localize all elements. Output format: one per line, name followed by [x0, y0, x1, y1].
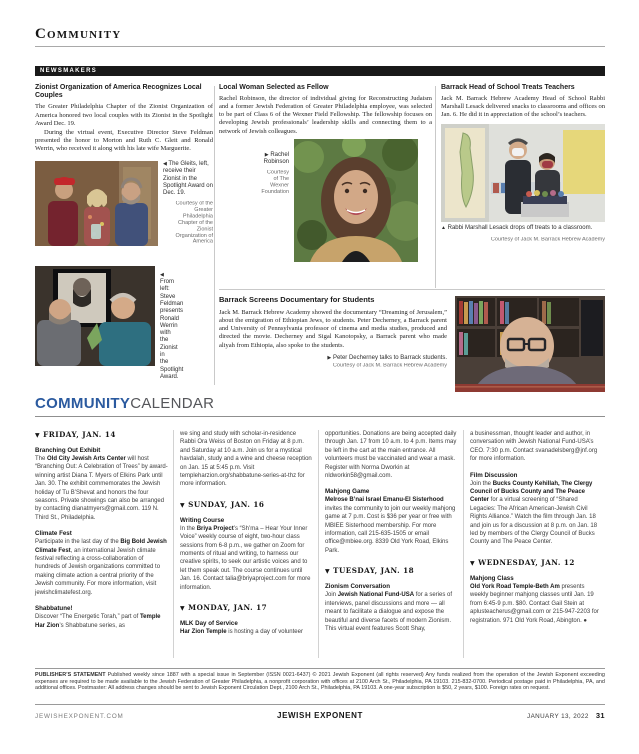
decherney-talk-photo: [455, 296, 605, 392]
calendar-event-body: The Old City Jewish Arts Center will host “Branching Out: A Celebration of Trees” by award-winning artist Diana T. Myers of Elkins Park until Jan. 30. The exhibit commemorates the Jewish holiday of Tu B’Shevat and honors the four seasons. Private showings can also be arranged by contacting dianatmyers@gmail.com. 119 N. Third St., Philadelphia.: [35, 456, 168, 521]
calendar-day-header: ▼ FRIDAY, JAN. 14: [35, 430, 116, 439]
article-documentary: [219, 296, 605, 392]
down-triangle-icon: ▼: [325, 568, 331, 576]
left-arrow-icon: ◀: [160, 271, 164, 278]
calendar-event-body: In the Briya Project’s “Sh’ma – Hear Your Inner Voice” weekly course of eight, two-hour class sessions from 6-8 p.m., we gather on Zoom for moments of ritual and writing, to harness our creative spirits, to seek our artistic voices and to let them speak out. The course continues until Jan. 16. Contact talia@briyaproject.com for more information.: [180, 525, 311, 591]
article-headline: Local Woman Selected as Fellow: [219, 84, 329, 91]
footer: [35, 711, 605, 720]
calendar-column-divider: [173, 430, 174, 658]
calendar-event-title: Zionism Conversation: [325, 583, 390, 591]
down-triangle-icon: ▼: [180, 605, 186, 613]
calendar-event-body: Join Jewish National Fund-USA for a series of interviews, panel discussions and more — all meant to facilitate a dialogue and expose the beautiful and diverse facets of modern Zionism. This virtual event features Scott Shay,: [325, 592, 453, 632]
calendar-title-calendar: CALENDAR: [130, 395, 215, 412]
photo-credit: Courtesy of Jack M. Barrack Hebrew Academy: [490, 236, 605, 243]
calendar-column-2: [180, 428, 313, 637]
photo-caption: ▶ Rachel Robinson: [263, 151, 290, 165]
newsmakers-section-bar: [35, 66, 605, 76]
calendar-title: [35, 395, 214, 412]
calendar-title-community: COMMUNITY: [35, 395, 131, 412]
calendar-column-divider: [463, 430, 464, 658]
photo-credit: Courtesy of The Wexner Foundation: [261, 170, 290, 195]
article-body: Jack M. Barrack Hebrew Academy showed the documentary “Dreaming of Jerusalem,” about the emigration of Ethiopian Jews, to students. Peter Decherney, a Barrack parent and University of Pennsylvania professor of cinema and media studies, produced and directed the movie. Decherney and Sigal Kanotopsky, a Barrack parent who made aliyah from Ethiopia, also spoke to the students.: [219, 309, 447, 349]
calendar-event-title: Shabbatune!: [35, 605, 73, 613]
newsmakers-label: NEWSMAKERS: [40, 68, 98, 74]
article-body: Rachel Robinson, the director of individual giving for Reconstructing Judaism and a former Jewish Federation of Greater Philadelphia employee, was selected to be part of Class 6 of the Wexner Field Fellowship. The fellowship focuses on developing Jewish professionals’ leadership skills and connecting them to a network of Jewish colleagues.: [219, 95, 432, 135]
photo-caption: ◀ The Gleits, left, receive their Zionist in the Spotlight Award on Dec. 19.: [163, 160, 213, 197]
calendar-event-title: Branching Out Exhibit: [35, 447, 101, 454]
article-school-treats: [441, 84, 605, 244]
article-wexner-fellow: [219, 84, 432, 278]
left-arrow-icon: ◀: [163, 160, 167, 167]
publisher-divider: [35, 668, 605, 669]
calendar-event-title: MLK Day of Service: [180, 620, 238, 628]
calendar-event-body: Discover “The Energetic Torah,” part of Temple Har Zion’s Shabbatune series, as: [35, 614, 161, 629]
calendar-column-4: [470, 428, 603, 625]
calendar-event-title: Climate Fest: [35, 530, 72, 538]
calendar-day-header: ▼ SUNDAY, JAN. 16: [180, 499, 265, 509]
page-title: Community: [35, 26, 122, 42]
classroom-treats-photo: [441, 124, 605, 222]
footer-page-number: 31: [595, 711, 605, 720]
article-body: Jack M. Barrack Hebrew Academy Head of School Rabbi Marshall Lesack delivered snacks to classrooms and offices on Jan. 6. He did it in appreciation of the school’s teachers.: [441, 95, 605, 119]
footer-paper-name: JEWISH EXPONENT: [277, 711, 363, 720]
article-zionist-award: [35, 84, 213, 397]
article-headline: Barrack Head of School Treats Teachers: [441, 84, 575, 91]
calendar-column-divider: [318, 430, 319, 658]
photo-caption: ◀ From left: Steve Feldman presents Ronald Werrin with the Zionist in the Spotlight Award.: [160, 271, 184, 380]
photo-caption: ▲ Rabbi Marshall Lesack drops off treats to a classroom.: [441, 225, 593, 232]
down-triangle-icon: ▼: [35, 432, 41, 439]
calendar-event-body: opportunities. Donations are being accepted daily through Jan. 17 from 10 a.m. to 4 p.m. Items may be left in the cart at the main entrance. All volunteers must be vaccinated and wear a mask. Register with Norma Dworkin at nldworkin58@gmail.com.: [325, 431, 457, 480]
calendar-day-header: ▼ WEDNESDAY, JAN. 12: [470, 557, 575, 567]
calendar-column-1: [35, 428, 168, 630]
calendar-event-body: Har Zion Temple is hosting a day of volunteer: [180, 629, 303, 636]
calendar-event-body: we sing and study with scholar-in-residence Rabbi Ora Weiss of Boston on Friday at 8 p.m. and Saturday at 10 a.m. Join us for a mystical havdalah, study and a wine and cheese reception on Jan. 15 at 5:45 p.m. Visit templeharzion.org/shabbatune-series-at-thz for more information.: [180, 431, 312, 488]
rachel-robinson-photo: [294, 139, 418, 262]
figure-rachel: [259, 139, 392, 262]
calendar-event-title: Film Discussion: [470, 471, 518, 479]
column-divider: [435, 86, 436, 288]
calendar-event-body: Melrose B’nai Israel Emanu-El Sisterhood invites the community to join our weekly mahjong game at 7 p.m. Cost is $36 per year or free with MBIEE Sisterhood membership. For more information, call 215-635-1505 or email office@mbiee.org. 8339 Old York Road, Elkins Park.: [325, 497, 456, 554]
figure-werrin: [35, 266, 184, 381]
down-triangle-icon: ▼: [470, 559, 476, 567]
calendar-event-title: Writing Course: [180, 516, 225, 524]
figure-gleits: [35, 161, 213, 250]
article-headline: Zionist Organization of America Recognizes Local Couples: [35, 84, 202, 100]
footer-divider: [35, 704, 605, 705]
calendar-day-header: ▼ TUESDAY, JAN. 18: [325, 566, 415, 576]
calendar-event-body: Old York Road Temple-Beth Am presents weekly beginner mahjong classes until Jan. 19 from 6:45-9 p.m. $80. Contact Gail Stein at aplusteacherus@gmail.com or 215-947-2203 for registration. 971 Old York Road, Abington. ●: [470, 583, 599, 624]
publisher-statement: PUBLISHER’S STATEMENT Published weekly since 1887 with a special issue in September (ISSN 0021-6437) © 2021 Jewish Exponent (all rights reserved) Any funds realized from the operation of the Jewish Exponent exceeding expenses are required to be made available to the Jewish Federation of Greater Philadelphia, a nonprofit corporation with offices at 2100 Arch St., Philadelphia, PA 19103. 215-832-0700. Periodical postage paid in Philadelphia, PA, and additional offices. Postmaster: All address changes should be sent to Jewish Exponent Circulation Dept., 2100 Arch St., Philadelphia, PA 19103. A one-year subscription is $50, 2 years, $100. Foreign rates on request.: [35, 672, 605, 691]
calendar-event-body: a businessman, thought leader and author, in conversation with Jewish National Fund-USA’s CEO. 7:30 p.m. Contact svanadelsberg@jnf.org for more information.: [470, 431, 598, 463]
calendar-column-3: [325, 428, 458, 633]
calendar-event-title: Mahjong Class: [470, 574, 514, 582]
article-headline: Barrack Screens Documentary for Students: [219, 295, 375, 304]
footer-site-url: JEWISHEXPONENT.COM: [35, 713, 124, 720]
calendar-event-body: Join the Bucks County Kehillah, The Clergy Council of Bucks County and The Peace Center for a virtual screening of “Shared Legacies: The African American-Jewish Civil Rights Alliance.” Watch the film through Jan. 18 and join us for a discussion at 8 p.m. on Jan. 18 led by members of the Clergy Council of Bucks County and The Peace Center.: [470, 480, 598, 546]
down-triangle-icon: ▼: [180, 501, 186, 509]
calendar-day-header: ▼ MONDAY, JAN. 17: [180, 603, 268, 613]
right-arrow-icon: ▶: [327, 354, 332, 361]
right-arrow-icon: ▶: [264, 151, 269, 158]
article-body: During the virtual event, Executive Director Steve Feldman presented the honor to Morton and Ruth C. Gleit and Ronald Werrin, who received it along with his late wife Marguerite.: [35, 128, 213, 152]
section-divider: [219, 289, 605, 290]
footer-date: JANUARY 13, 2022: [527, 713, 589, 720]
gleits-award-photo: [35, 161, 158, 246]
masthead-divider: [35, 46, 605, 47]
photo-credit: Courtesy of the Greater Philadelphia Chapter of the Zionist Organization of America: [175, 201, 213, 246]
werrin-award-photo: [35, 266, 155, 366]
up-arrow-icon: ▲: [441, 225, 446, 232]
photo-credit: Courtesy of Jack M. Barrack Hebrew Academy: [332, 362, 447, 369]
article-body: The Greater Philadelphia Chapter of the Zionist Organization of America honored two local couples with its Zionist in the Spotlight Award Dec. 19.: [35, 103, 213, 127]
calendar-event-body: Participate in the last day of the Big Bold Jewish Climate Fest, an international Jewish climate festival reflecting a cross-collaboration of hundreds of Jewish organizations committed to making climate action a central priority of the Jewish community. For more information, visit jewishclimatefest.org.: [35, 539, 167, 596]
calendar-divider: [35, 416, 605, 417]
photo-caption: ▶ Peter Decherney talks to Barrack students.: [327, 354, 447, 361]
column-divider: [214, 86, 215, 385]
calendar-event-title: Mahjong Game: [325, 488, 370, 496]
